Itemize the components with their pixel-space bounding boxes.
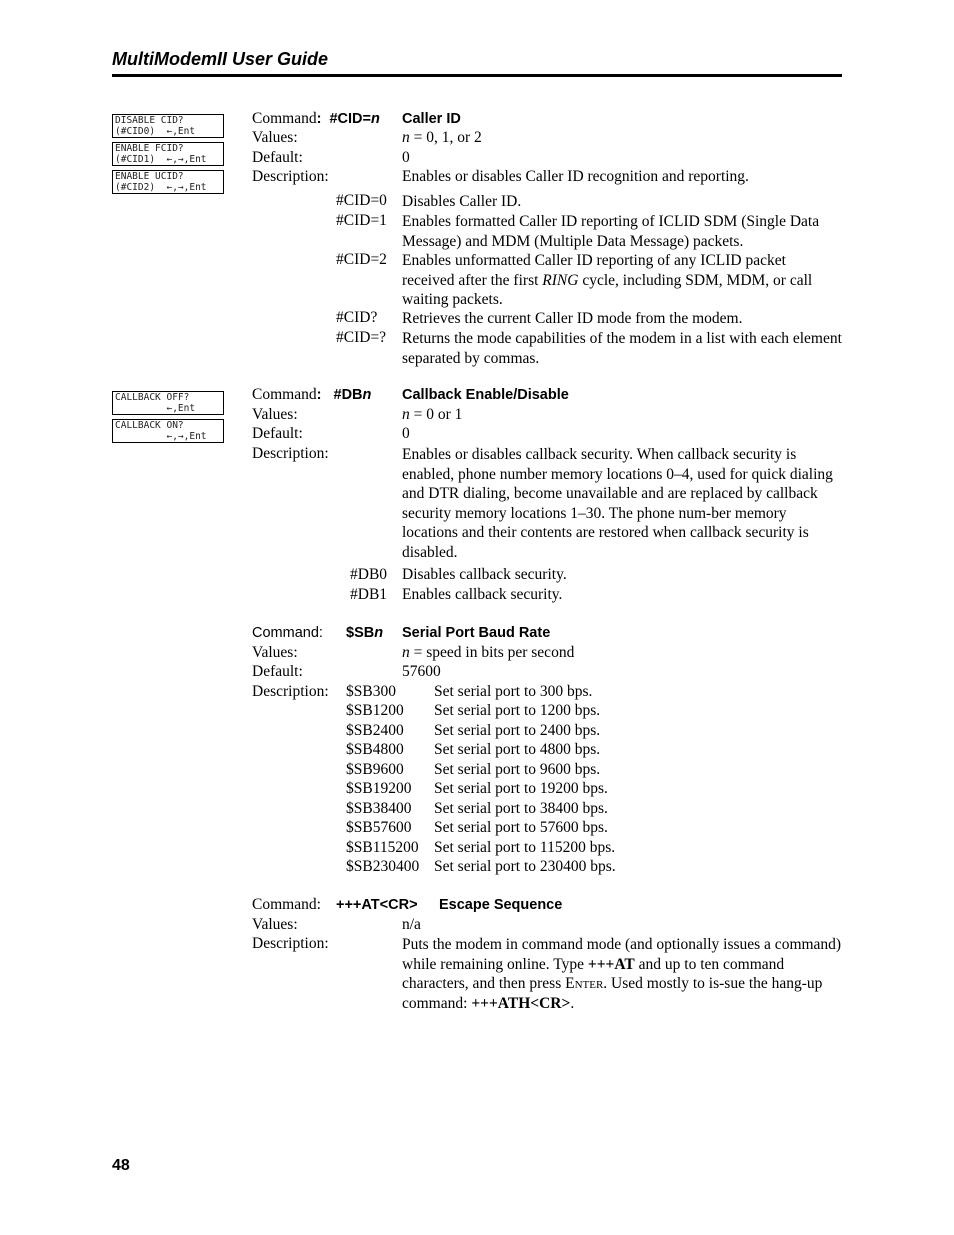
page-number: 48: [112, 1157, 130, 1174]
header-rule: [112, 74, 842, 77]
db-default: 0: [402, 425, 410, 442]
esc-values: n/a: [402, 916, 421, 933]
esc-description: Puts the modem in command mode (and optionally issues a command) while remaining online. Type +++AT and up to ten command characters, and then press Enter. Used mostly to is-sue the hang-up command: +++ATH<CR>.: [402, 936, 842, 1012]
sb-rate-text: Set serial port to 300 bps.: [434, 683, 593, 700]
sb-rate-text: Set serial port to 19200 bps.: [434, 780, 608, 797]
sb-command-label: Command:: [252, 625, 323, 641]
sb-values: n = speed in bits per second: [402, 644, 575, 661]
sb-rate-text: Set serial port to 2400 bps.: [434, 722, 601, 739]
cid-title: Caller ID: [402, 111, 461, 127]
db-command: #DB: [333, 387, 363, 403]
lcd-panel: ENABLE UCID? (#CID2) ←,→,Ent: [112, 170, 224, 194]
sb-rate-text: Set serial port to 9600 bps.: [434, 761, 601, 778]
description-label: Description:: [252, 683, 329, 700]
default-label: Default:: [252, 425, 303, 442]
sb-rate-text: Set serial port to 4800 bps.: [434, 741, 601, 758]
db-values: n = 0 or 1: [402, 406, 463, 423]
cid-option-text: Enables formatted Caller ID reporting of ICLID SDM (Single Data Message) and MDM (Multiple Data Message) packets.: [402, 213, 820, 250]
description-label: Description:: [252, 935, 329, 952]
db-command-row: Command: #DBn: [252, 386, 372, 403]
cid-option-code: #CID=?: [336, 329, 387, 346]
db-option-code: #DB1: [350, 586, 388, 603]
sb-rate-text: Set serial port to 115200 bps.: [434, 839, 616, 856]
cid-option-code: #CID=2: [336, 251, 387, 268]
esc-command: +++AT<CR>: [336, 897, 418, 913]
sb-rate-code: $SB4800: [346, 741, 404, 758]
sb-rate-code: $SB2400: [346, 722, 404, 739]
default-label: Default:: [252, 663, 303, 680]
values-label: Values:: [252, 644, 298, 661]
cid-description: Enables or disables Caller ID recognition and reporting.: [402, 168, 749, 185]
lcd-panel: ENABLE FCID? (#CID1) ←,→,Ent: [112, 142, 224, 166]
db-title: Callback Enable/Disable: [402, 387, 569, 403]
lcd-panel: CALLBACK OFF? ←,Ent: [112, 391, 224, 415]
sb-rate-text: Set serial port to 38400 bps.: [434, 800, 608, 817]
page-header-title: MultiModemII User Guide: [112, 49, 329, 69]
sb-rate-code: $SB230400: [346, 858, 420, 875]
sb-rate-code: $SB1200: [346, 702, 404, 719]
default-label: Default:: [252, 149, 303, 166]
cid-default: 0: [402, 149, 410, 166]
sb-rate-code: $SB57600: [346, 819, 412, 836]
sb-rate-code: $SB19200: [346, 780, 412, 797]
values-label: Values:: [252, 129, 298, 146]
cid-option-text: Retrieves the current Caller ID mode from the modem.: [402, 310, 743, 327]
sb-rate-text: Set serial port to 57600 bps.: [434, 819, 608, 836]
sb-rate-code: $SB115200: [346, 839, 419, 856]
sb-default: 57600: [402, 663, 441, 680]
sb-command: $SBn: [346, 625, 384, 641]
cid-option-code: #CID=0: [336, 192, 387, 209]
sb-rate-code: $SB38400: [346, 800, 412, 817]
lcd-panel: DISABLE CID? (#CID0) ←,Ent: [112, 114, 224, 138]
values-label: Values:: [252, 916, 298, 933]
db-description: Enables or disables callback security. When callback security is enabled, phone number memory locations 0–4, used for quick dialing and DTR dialing, become unavailable and are replaced by callback security memory locations 1–30. The phone num-ber memory locations and their contents are restored when callback security is disabled.: [402, 446, 833, 561]
db-option-code: #DB0: [350, 566, 388, 583]
sb-rate-code: $SB9600: [346, 761, 404, 778]
sb-rate-text: Set serial port to 230400 bps.: [434, 858, 616, 875]
description-label: Description:: [252, 445, 329, 462]
sb-title: Serial Port Baud Rate: [402, 625, 551, 641]
cid-option-text: Returns the mode capabilities of the modem in a list with each element separated by commas.: [402, 330, 842, 367]
description-label: Description:: [252, 168, 329, 185]
values-label: Values:: [252, 406, 298, 423]
cid-command: #CID=: [329, 111, 371, 127]
db-option-text: Enables callback security.: [402, 586, 563, 603]
esc-title: Escape Sequence: [439, 897, 563, 913]
cid-option-code: #CID?: [336, 309, 378, 326]
cid-option-text: Enables unformatted Caller ID reporting of any ICLID packet received after the first RING cycle, including SDM, MDM, or call waiting packets.: [402, 252, 813, 308]
cid-option-text: Disables Caller ID.: [402, 193, 522, 210]
lcd-panel: CALLBACK ON? ←,→,Ent: [112, 419, 224, 443]
cid-option-code: #CID=1: [336, 212, 387, 229]
sb-rate-code: $SB300: [346, 683, 396, 700]
cid-command-row: Command: #CID=n: [252, 110, 380, 127]
db-option-text: Disables callback security.: [402, 566, 567, 583]
esc-command-label: Command:: [252, 896, 321, 913]
cid-values: n = 0, 1, or 2: [402, 129, 482, 146]
sb-rate-text: Set serial port to 1200 bps.: [434, 702, 601, 719]
